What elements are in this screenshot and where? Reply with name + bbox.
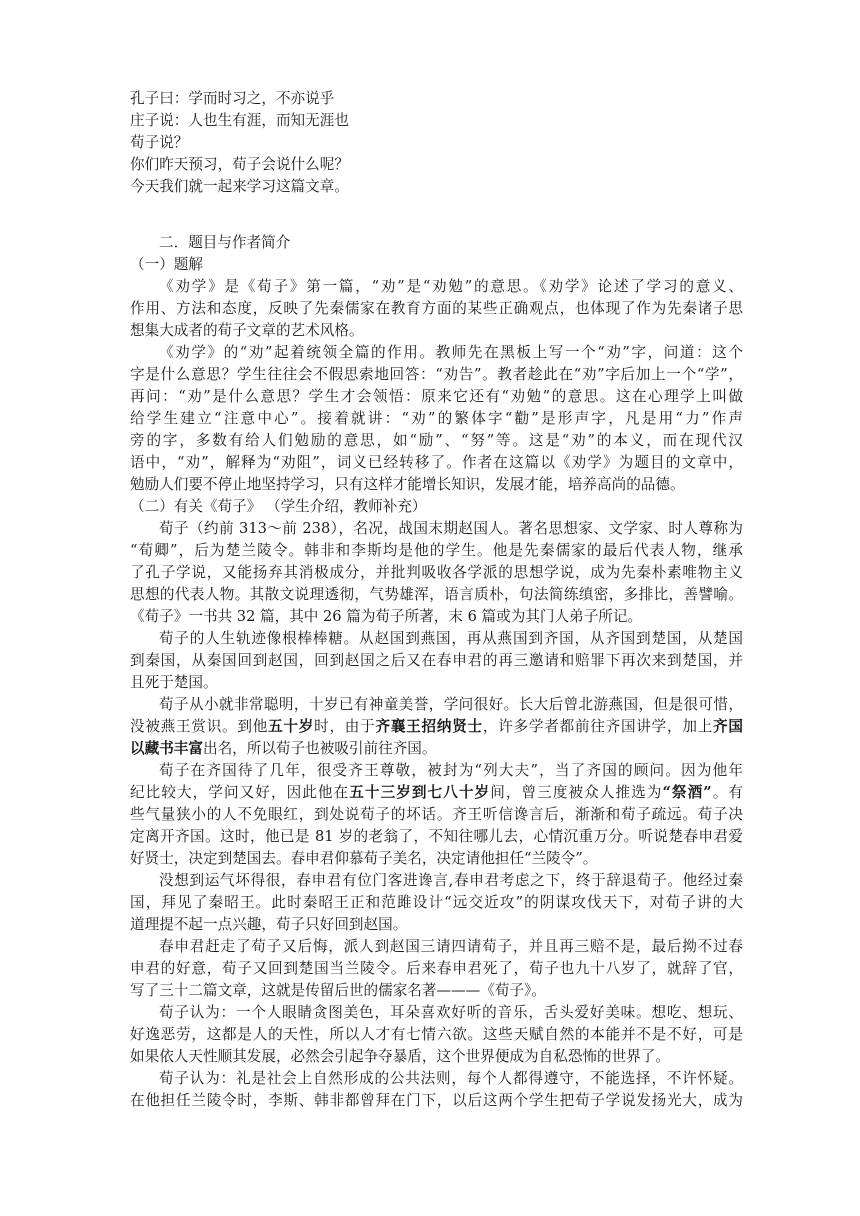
text-line: 了孔子学说，又能扬弃其消极成分，并批判吸收各学派的思想学说，成为先秦朴素唯物主义 [130, 564, 743, 581]
text-line [130, 738, 743, 760]
text-line: 荀子从小就非常聪明，十岁已有神童美誉，学问很好。长大后曾北游燕国，但是很可惜， [159, 696, 743, 713]
text-line: 给学生建立“注意中心”。接着就讲：“劝”的繁体字“勸”是形声字，凡是用“力”作声 [130, 410, 743, 427]
text-line: 好贤士，决定到楚国去。春申君仰慕荀子美名，决定请他担任“兰陵令”。 [130, 850, 598, 867]
section-title: 二．题目与作者简介 [159, 234, 291, 251]
text-run: 。有 [711, 784, 743, 801]
text-line: 且死于楚国。 [130, 674, 218, 691]
text-line: 勉励人们要不停止地坚持学习，只有这样才能增长知识，发展才能，培养高尚的品德。 [130, 476, 685, 493]
document-body [130, 88, 743, 1112]
text-line: 字是什么意思？学生往往会不假思索地回答：“劝告”。教者趁此在“劝”字后加上一个“学”， [130, 366, 743, 383]
text-line: 《荀子》一书共 32 篇，其中 26 篇为荀子所著，末 6 篇或为其门人弟子所记。 [130, 608, 643, 625]
intro-line: 你们昨天预习，荀子会说什么呢？ [130, 156, 349, 173]
intro-line: 孔子曰：学而时习之，不亦说乎 [130, 90, 335, 107]
text-run: ，许多学者都前往齐国讲学，加上 [482, 718, 713, 735]
text-line: 好逸恶劳，这都是人的天性，所以人才有七情六欲。这些天赋自然的本能并不是不好，可是 [130, 1026, 743, 1043]
text-line: 申君的好意，荀子又回到楚国当兰陵令。后来春申君死了，荀子也九十八岁了，就辞了官， [130, 960, 743, 977]
intro-block [130, 88, 743, 198]
emphasis-text: 五十三岁到七八十岁 [349, 784, 491, 801]
text-line: 思想的代表人物。其散文说理透彻，气势雄浑，语言质朴，句法简练缜密，多排比，善譬喻。 [130, 586, 743, 603]
paragraph-life-path [130, 628, 743, 694]
text-line: 旁的字，多数有给人们勉励的意思，如“励”、“努”等。这是“劝”的本义，而在现代汉 [130, 432, 743, 449]
text-line: 想集大成者的荀子文章的艺术风格。 [130, 322, 364, 339]
text-line: 语中，“劝”，解释为“劝阻”，词义已经转移了。作者在这篇以《劝学》为题目的文章中， [130, 454, 743, 471]
paragraph-lanling [130, 936, 743, 1002]
text-run: 间，曾三度被众人推选为 [490, 784, 663, 801]
text-line [130, 716, 743, 738]
text-line: 写了三十二篇文章，这就是传留后世的儒家名著———《荀子》。 [130, 982, 546, 999]
paragraph-tijie-2 [130, 342, 743, 496]
text-line: 作用、方法和态度，反映了先秦儒家在教育方面的某些正确观点，也体现了作为先秦诸子思 [130, 300, 743, 317]
intro-line: 庄子说：人也生有涯，而知无涯也 [130, 112, 349, 129]
text-line: 《劝学》的“劝”起着统领全篇的作用。教师先在黑板上写一个“劝”字，问道：这个 [159, 344, 743, 361]
text-run: 纪比较大，学问又好，因此他在 [130, 784, 350, 801]
text-line: 如果依人天性顺其发展，必然会引起争夺暴盾，这个世界便成为自私恐怖的世界了。 [130, 1048, 670, 1065]
text-line: 荀子的人生轨迹像根棒棒糖。从赵国到燕国，再从燕国到齐国，从齐国到楚国，从楚国 [159, 630, 743, 647]
paragraph-qin-state [130, 870, 743, 936]
subsection-title: （一）题解 [130, 256, 203, 273]
paragraph-xunzi-intro [130, 518, 743, 628]
emphasis-text: 齐襄王招纳贤士 [375, 718, 483, 735]
text-line: “荀卿”，后为楚兰陵令。韩非和李斯均是他的学生。他是先秦儒家的最后代表人物，继承 [130, 542, 743, 559]
subsection-title: （二）有关《荀子》 （学生介绍，教师补充） [130, 498, 427, 515]
text-run: 时，由于 [314, 718, 376, 735]
text-line: 没想到运气坏得很，春申君有位门客进谗言,春申君考虑之下，终于辞退荀子。他经过秦 [159, 872, 743, 889]
text-line: 国，拜见了秦昭王。此时秦昭王正和范雎设计“远交近攻”的阴谋攻伐天下，对荀子讲的大 [130, 894, 743, 911]
text-line: 荀子（约前 313～前 238），名况，战国末期赵国人。著名思想家、文学家、时人尊称为 [159, 520, 743, 537]
paragraph-tijie-1 [130, 276, 743, 342]
text-line: 到秦国，从秦国回到赵国，回到赵国之后又在春申君的再三邀请和赔罪下再次来到楚国，并 [130, 652, 743, 669]
emphasis-text: “祭酒” [662, 784, 712, 801]
text-line: 再问：“劝”是什么意思？学生才会领悟：原来它还有“劝勉”的意思。这在心理学上叫做 [130, 388, 743, 405]
text-run: 出名，所以荀子也被吸引前往齐国。 [202, 740, 437, 757]
text-line: 荀子认为：礼是社会上自然形成的公共法则，每个人都得遵守，不能选择，不许怀疑。 [159, 1070, 743, 1087]
emphasis-text: 五十岁 [268, 718, 315, 735]
paragraph-human-nature [130, 1002, 743, 1068]
intro-line: 荀子说？ [130, 134, 189, 151]
paragraph-ritual [130, 1068, 743, 1112]
text-line: 定离开齐国。这时，他已是 81 岁的老翁了，不知往哪儿去，心情沉重万分。听说楚春申君爱 [130, 828, 743, 845]
emphasis-text: 以藏书丰富 [130, 740, 203, 757]
paragraph-youth [130, 694, 743, 760]
text-line: 荀子在齐国待了几年，很受齐王尊敬，被封为“列大夫”，当了齐国的顾问。因为他年 [159, 762, 743, 779]
text-line: 荀子认为：一个人眼睛贪图美色，耳朵喜欢好听的音乐，舌头爱好美味。想吃、想玩、 [159, 1004, 743, 1021]
intro-line: 今天我们就一起来学习这篇文章。 [130, 178, 349, 195]
text-line: 在他担任兰陵令时，李斯、韩非都曾拜在门下，以后这两个学生把荀子学说发扬光大，成为 [130, 1092, 743, 1109]
text-line: 道理提不起一点兴趣，荀子只好回到赵国。 [130, 916, 408, 933]
text-line [130, 782, 743, 804]
paragraph-qi-state [130, 760, 743, 870]
text-line: 些气量狭小的人不免眼红，到处说荀子的坏话。齐王听信谗言后，渐渐和荀子疏远。荀子决 [130, 806, 743, 823]
emphasis-text: 齐国 [713, 718, 743, 735]
text-line: 春申君赶走了荀子又后悔，派人到赵国三请四请荀子，并且再三赔不是，最后拗不过春 [159, 938, 743, 955]
text-run: 没被燕王赏识。到他 [130, 718, 269, 735]
text-line: 《劝学》是《荀子》第一篇，“劝”是“劝勉”的意思。《劝学》论述了学习的意义、 [159, 278, 743, 295]
